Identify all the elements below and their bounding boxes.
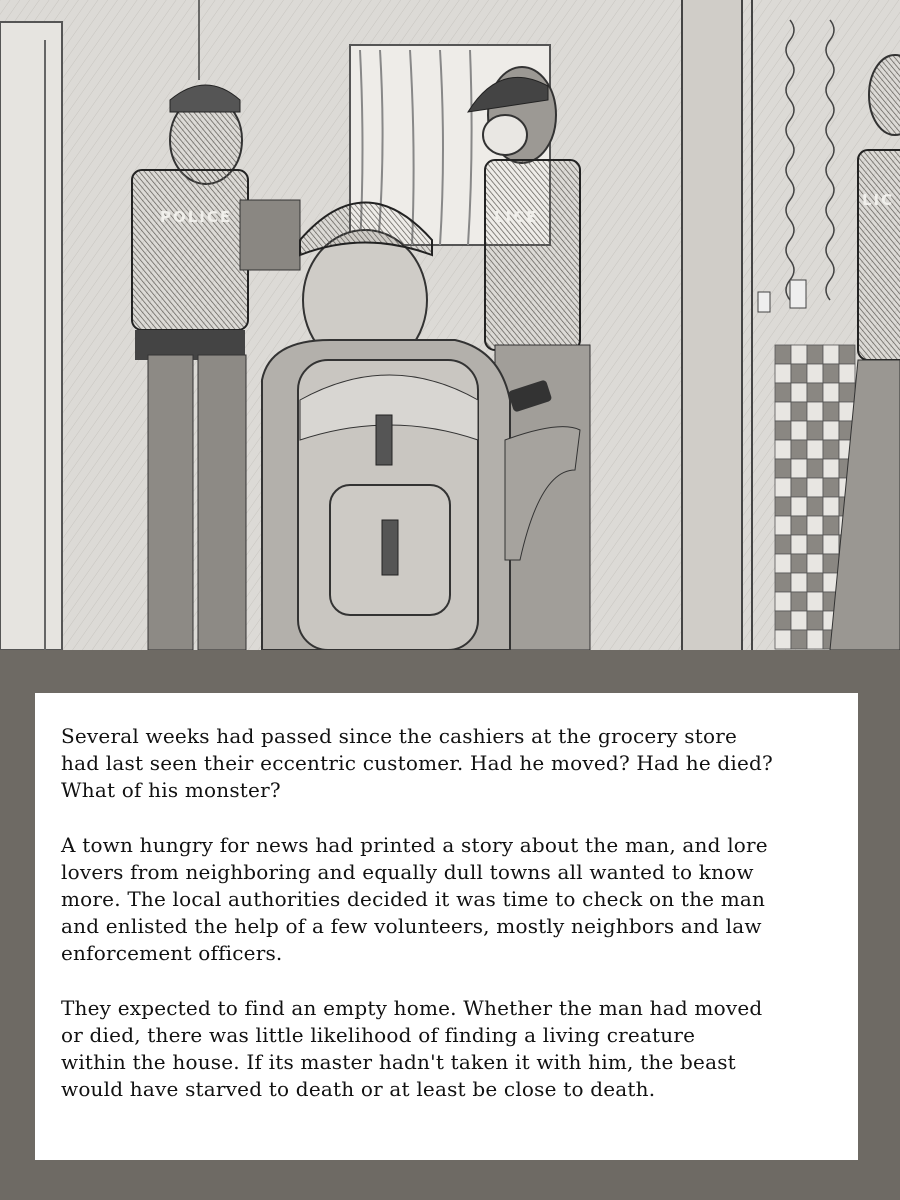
- vest-middle-label: LICE: [494, 208, 539, 226]
- wall-tile: [791, 535, 807, 554]
- wall-tile: [791, 459, 807, 478]
- vest-left-label: POLICE: [160, 208, 233, 226]
- wall-tile: [807, 554, 823, 573]
- wall-tile: [807, 630, 823, 649]
- wall-tile: [823, 383, 839, 402]
- wall-tile: [775, 554, 791, 573]
- wall-tile: [791, 478, 807, 497]
- wall-tile: [807, 440, 823, 459]
- wall-tile: [791, 573, 807, 592]
- wall-tile: [823, 345, 839, 364]
- caption-paragraph-1: Several weeks had passed since the cashiers at the grocery store had last seen their eccentric customer. Had he moved? Had he died? What of his monster?: [61, 724, 773, 802]
- wall-tile: [791, 383, 807, 402]
- wall-tile: [775, 611, 791, 630]
- wall-tile: [775, 345, 791, 364]
- wall-tile: [775, 440, 791, 459]
- wall-tile: [839, 364, 855, 383]
- wall-tile: [791, 554, 807, 573]
- wall-tile: [839, 383, 855, 402]
- wall-tile: [823, 535, 839, 554]
- wall-tile: [775, 478, 791, 497]
- wall-tile: [775, 535, 791, 554]
- wall-tile: [823, 478, 839, 497]
- wall-tile: [823, 516, 839, 535]
- wall-tile: [807, 383, 823, 402]
- wall-tile: [823, 497, 839, 516]
- wall-tile: [807, 421, 823, 440]
- wall-tile: [807, 478, 823, 497]
- wall-tile: [823, 554, 839, 573]
- wall-tile: [775, 573, 791, 592]
- wall-tile: [807, 402, 823, 421]
- wall-tile: [823, 459, 839, 478]
- wall-tile: [775, 383, 791, 402]
- wall-tile: [791, 345, 807, 364]
- caption-frame: [0, 650, 900, 1200]
- wall-tile: [807, 497, 823, 516]
- wall-tile: [823, 402, 839, 421]
- wall-tile: [791, 440, 807, 459]
- wall-tile: [807, 364, 823, 383]
- wall-tile: [823, 440, 839, 459]
- wall-tile: [823, 421, 839, 440]
- wall-tile: [791, 630, 807, 649]
- wall-tile: [839, 345, 855, 364]
- wall-tile: [823, 364, 839, 383]
- wall-tile: [807, 516, 823, 535]
- wall-tile: [775, 497, 791, 516]
- wall-tile: [791, 421, 807, 440]
- wall-tile: [775, 402, 791, 421]
- wall-tile: [807, 592, 823, 611]
- left-door: [0, 22, 62, 650]
- wall-tile: [775, 459, 791, 478]
- wall-tile: [775, 630, 791, 649]
- wall-tile: [791, 611, 807, 630]
- wall-tile: [775, 421, 791, 440]
- wall-tile: [807, 573, 823, 592]
- caption-paragraph-3: They expected to find an empty home. Whether the man had moved or died, there was little likelihood of finding a living creature within the house. If its master hadn't taken it with him, the beast would have starved to death or at least be close to death.: [61, 996, 763, 1101]
- caption-paragraph-2: A town hungry for news had printed a story about the man, and lore lovers from neighboring and equally dull towns all wanted to know more. The local authorities decided it was time to check on the man and enlisted the help of a few volunteers, mostly neighbors and law enforcement officers.: [61, 833, 768, 965]
- wall-tile: [791, 592, 807, 611]
- wall-tile: [807, 611, 823, 630]
- wall-tile: [807, 345, 823, 364]
- wall-tile: [807, 535, 823, 554]
- wall-tile: [807, 459, 823, 478]
- wall-tile: [775, 364, 791, 383]
- wall-tile: [791, 364, 807, 383]
- wall-tile: [775, 516, 791, 535]
- wall-tile: [791, 402, 807, 421]
- vest-right-label: LIC: [862, 191, 895, 209]
- wall-tile: [791, 516, 807, 535]
- wall-tile: [775, 592, 791, 611]
- wall-tile: [791, 497, 807, 516]
- caption-box: [35, 693, 858, 1160]
